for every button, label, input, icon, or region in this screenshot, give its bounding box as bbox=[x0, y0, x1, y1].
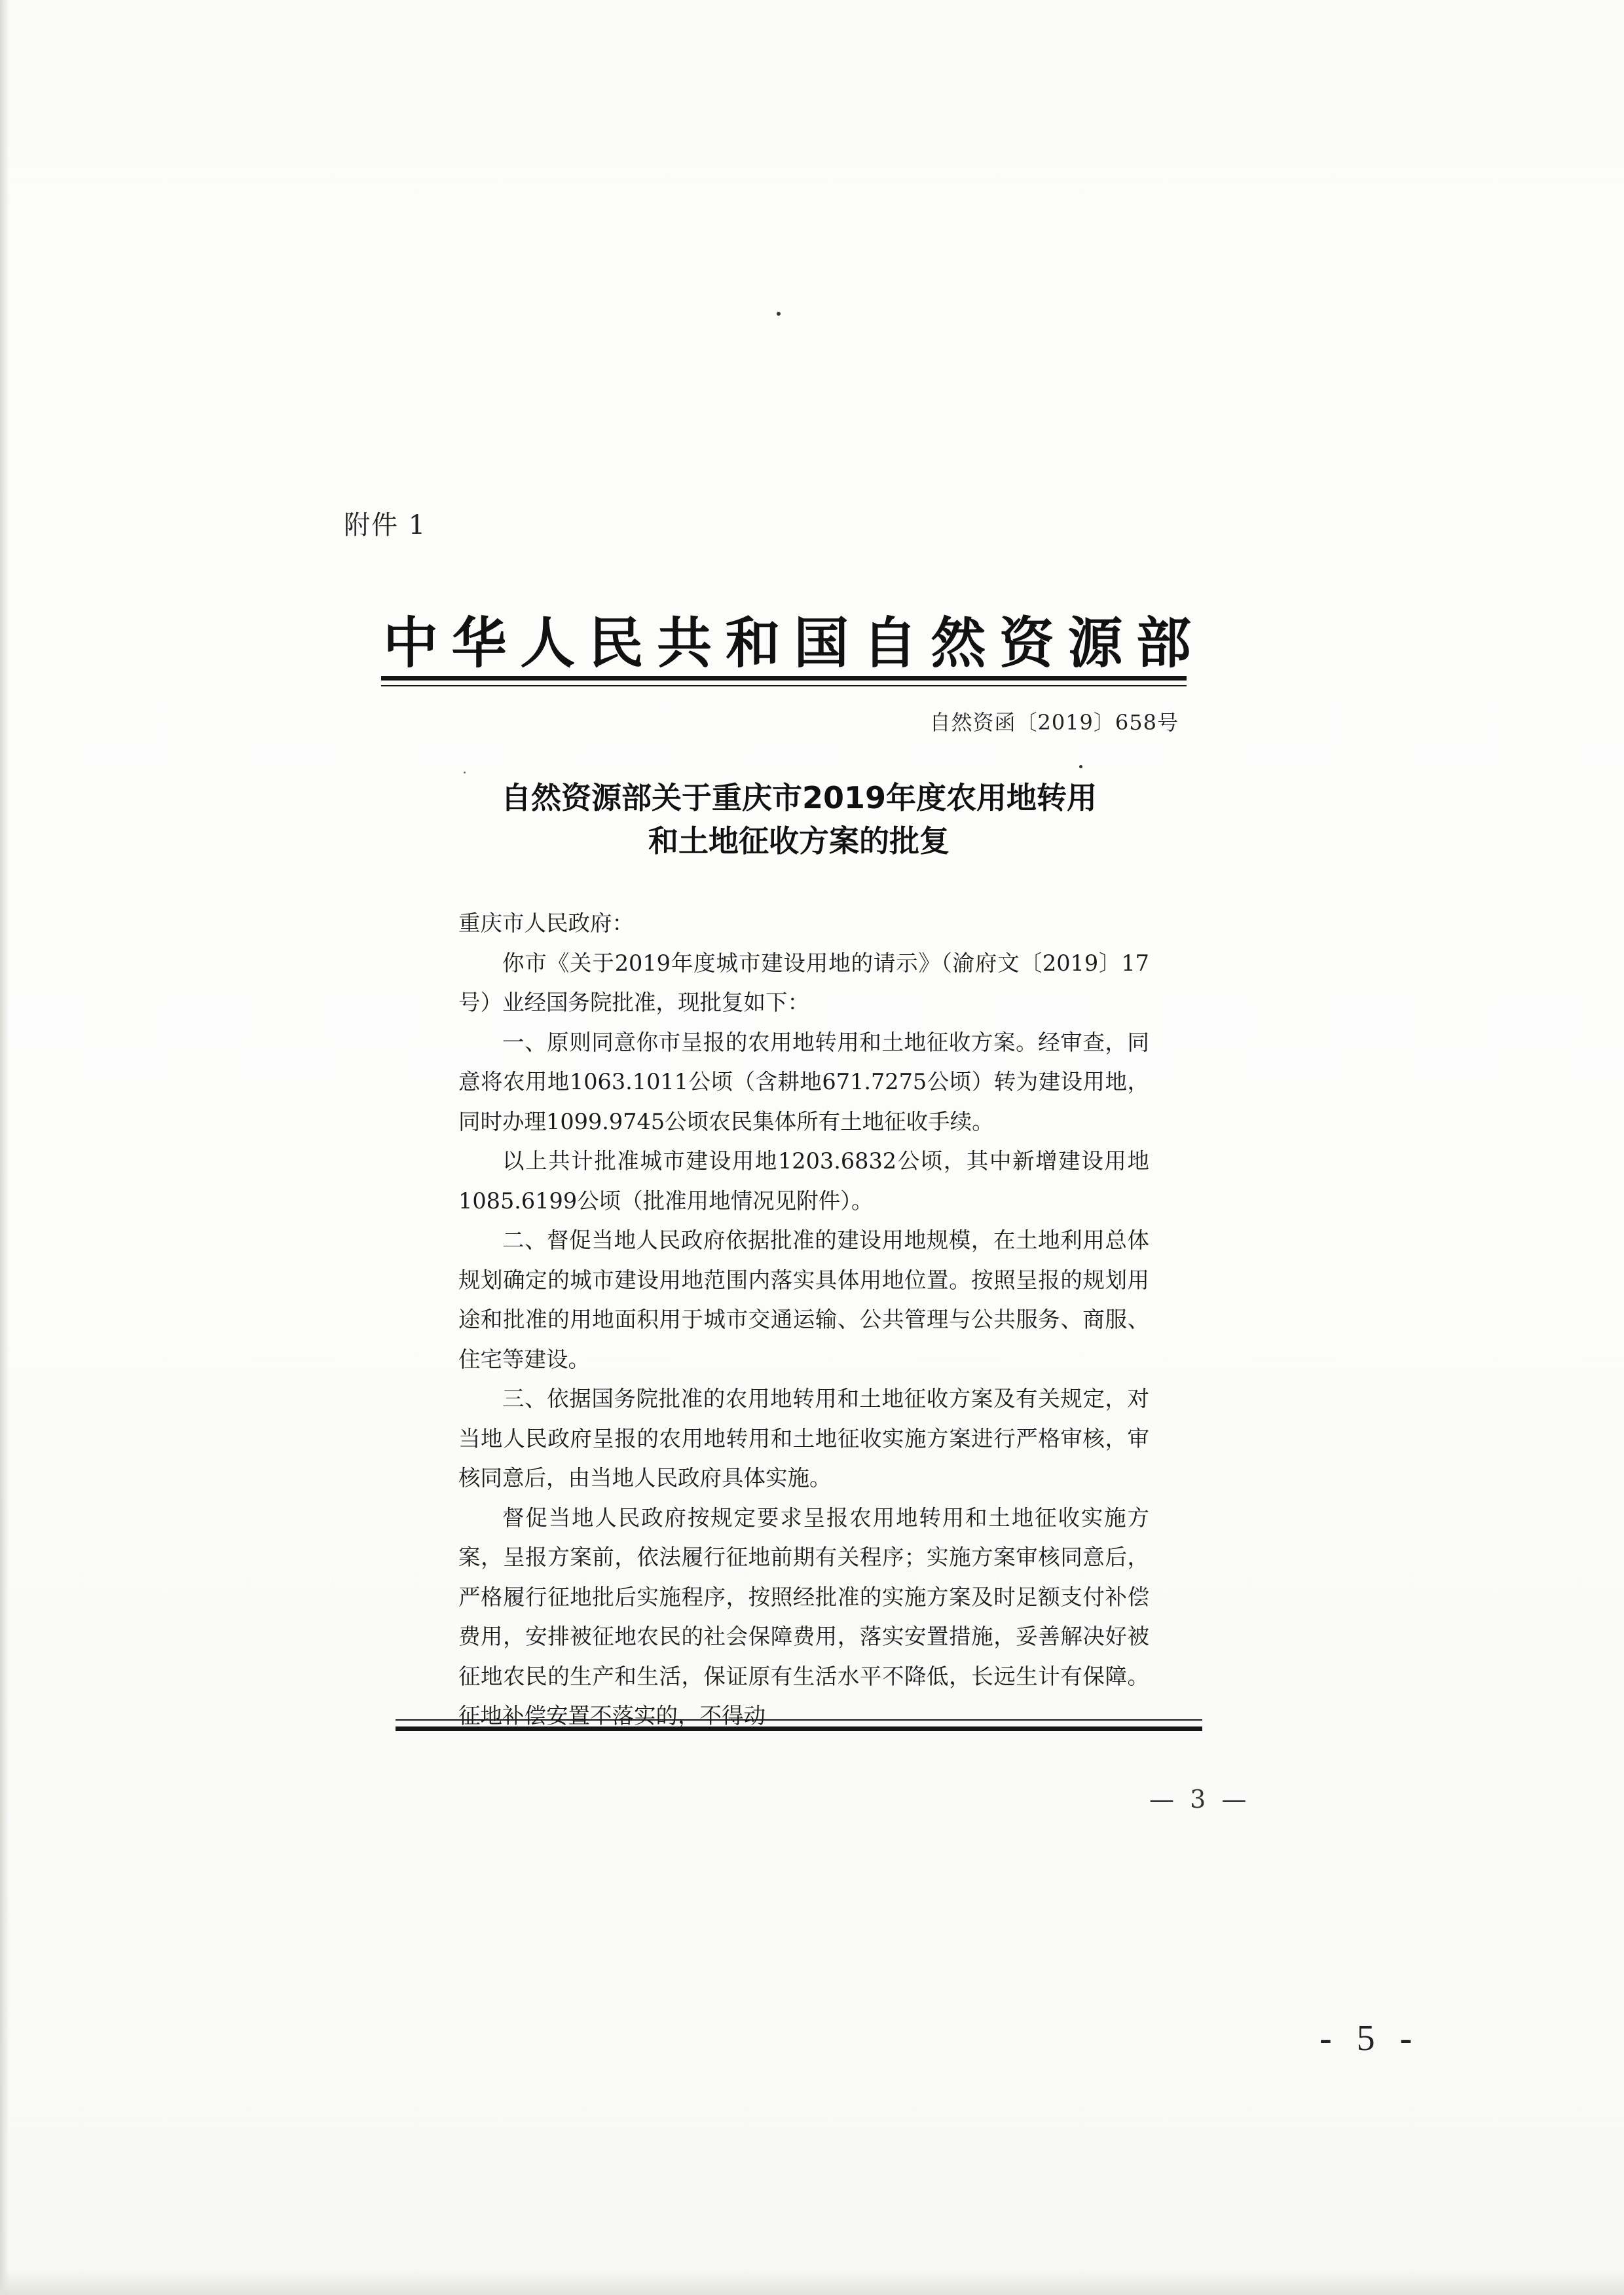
body-paragraph: 督促当地人民政府按规定要求呈报农用地转用和土地征收实施方案，呈报方案前，依法履行征地前期有关程序；实施方案审核同意后，严格履行征地批后实施程序，按照经批准的实施方案及时足额支付补偿费用，安排被征地农民的社会保障费用，落实安置措施，妥善解决好被征地农民的生产和生活，保证原有生活水平不降低，长远生计有保障。征地补偿安置不落实的，不得动 bbox=[458, 1504, 1149, 1728]
agency-name-header: 中华人民共和国自然资源部 bbox=[383, 610, 1195, 675]
header-rule-thick bbox=[381, 676, 1187, 681]
footer-rule-thin bbox=[396, 1719, 1202, 1721]
scan-edge-shadow bbox=[0, 0, 9, 2295]
scan-speck bbox=[777, 312, 781, 316]
body-paragraph: 二、督促当地人民政府依据批准的建设用地规模，在土地利用总体规划确定的城市建设用地范围内落实具体用地位置。按照呈报的规划用途和批准的用地面积用于城市交通运输、公共管理与公共服务、商服、住宅等建设。 bbox=[458, 1227, 1149, 1372]
title-line-2: 和土地征收方案的批复 bbox=[648, 823, 950, 859]
title-line-1: 自然资源部关于重庆市2019年度农用地转用 bbox=[500, 780, 1098, 815]
body-paragraph: 以上共计批准城市建设用地1203.6832公顷，其中新增建设用地1085.6199公顷（批准用地情况见附件）。 bbox=[458, 1148, 1149, 1214]
document-body bbox=[458, 904, 1149, 1736]
header-rule-thin bbox=[381, 685, 1187, 686]
body-paragraph: 三、依据国务院批准的农用地转用和土地征收方案及有关规定，对当地人民政府呈报的农用地转用和土地征收实施方案进行严格审核，审核同意后，由当地人民政府具体实施。 bbox=[458, 1386, 1149, 1491]
scan-speck bbox=[1079, 765, 1082, 768]
body-paragraph: 一、原则同意你市呈报的农用地转用和土地征收方案。经审查，同意将农用地1063.1011公顷（含耕地671.7275公顷）转为建设用地，同时办理1099.9745公顷农民集体所有土地征收手续。 bbox=[458, 1029, 1149, 1134]
scan-bottom-shadow bbox=[0, 2269, 1624, 2295]
scan-speck bbox=[464, 772, 466, 774]
salutation: 重庆市人民政府： bbox=[458, 910, 634, 936]
outer-page-number: - 5 - bbox=[1320, 2018, 1420, 2059]
document-number: 自然资函〔2019〕658号 bbox=[929, 710, 1179, 735]
document-title bbox=[393, 776, 1205, 863]
footer-rule-thick bbox=[396, 1726, 1202, 1731]
inner-page-number: — 3 — bbox=[1149, 1785, 1251, 1814]
attachment-label: 附件 1 bbox=[344, 510, 427, 540]
body-paragraph: 你市《关于2019年度城市建设用地的请示》（渝府文〔2019〕17号）业经国务院批准，现批复如下： bbox=[458, 950, 1149, 1015]
